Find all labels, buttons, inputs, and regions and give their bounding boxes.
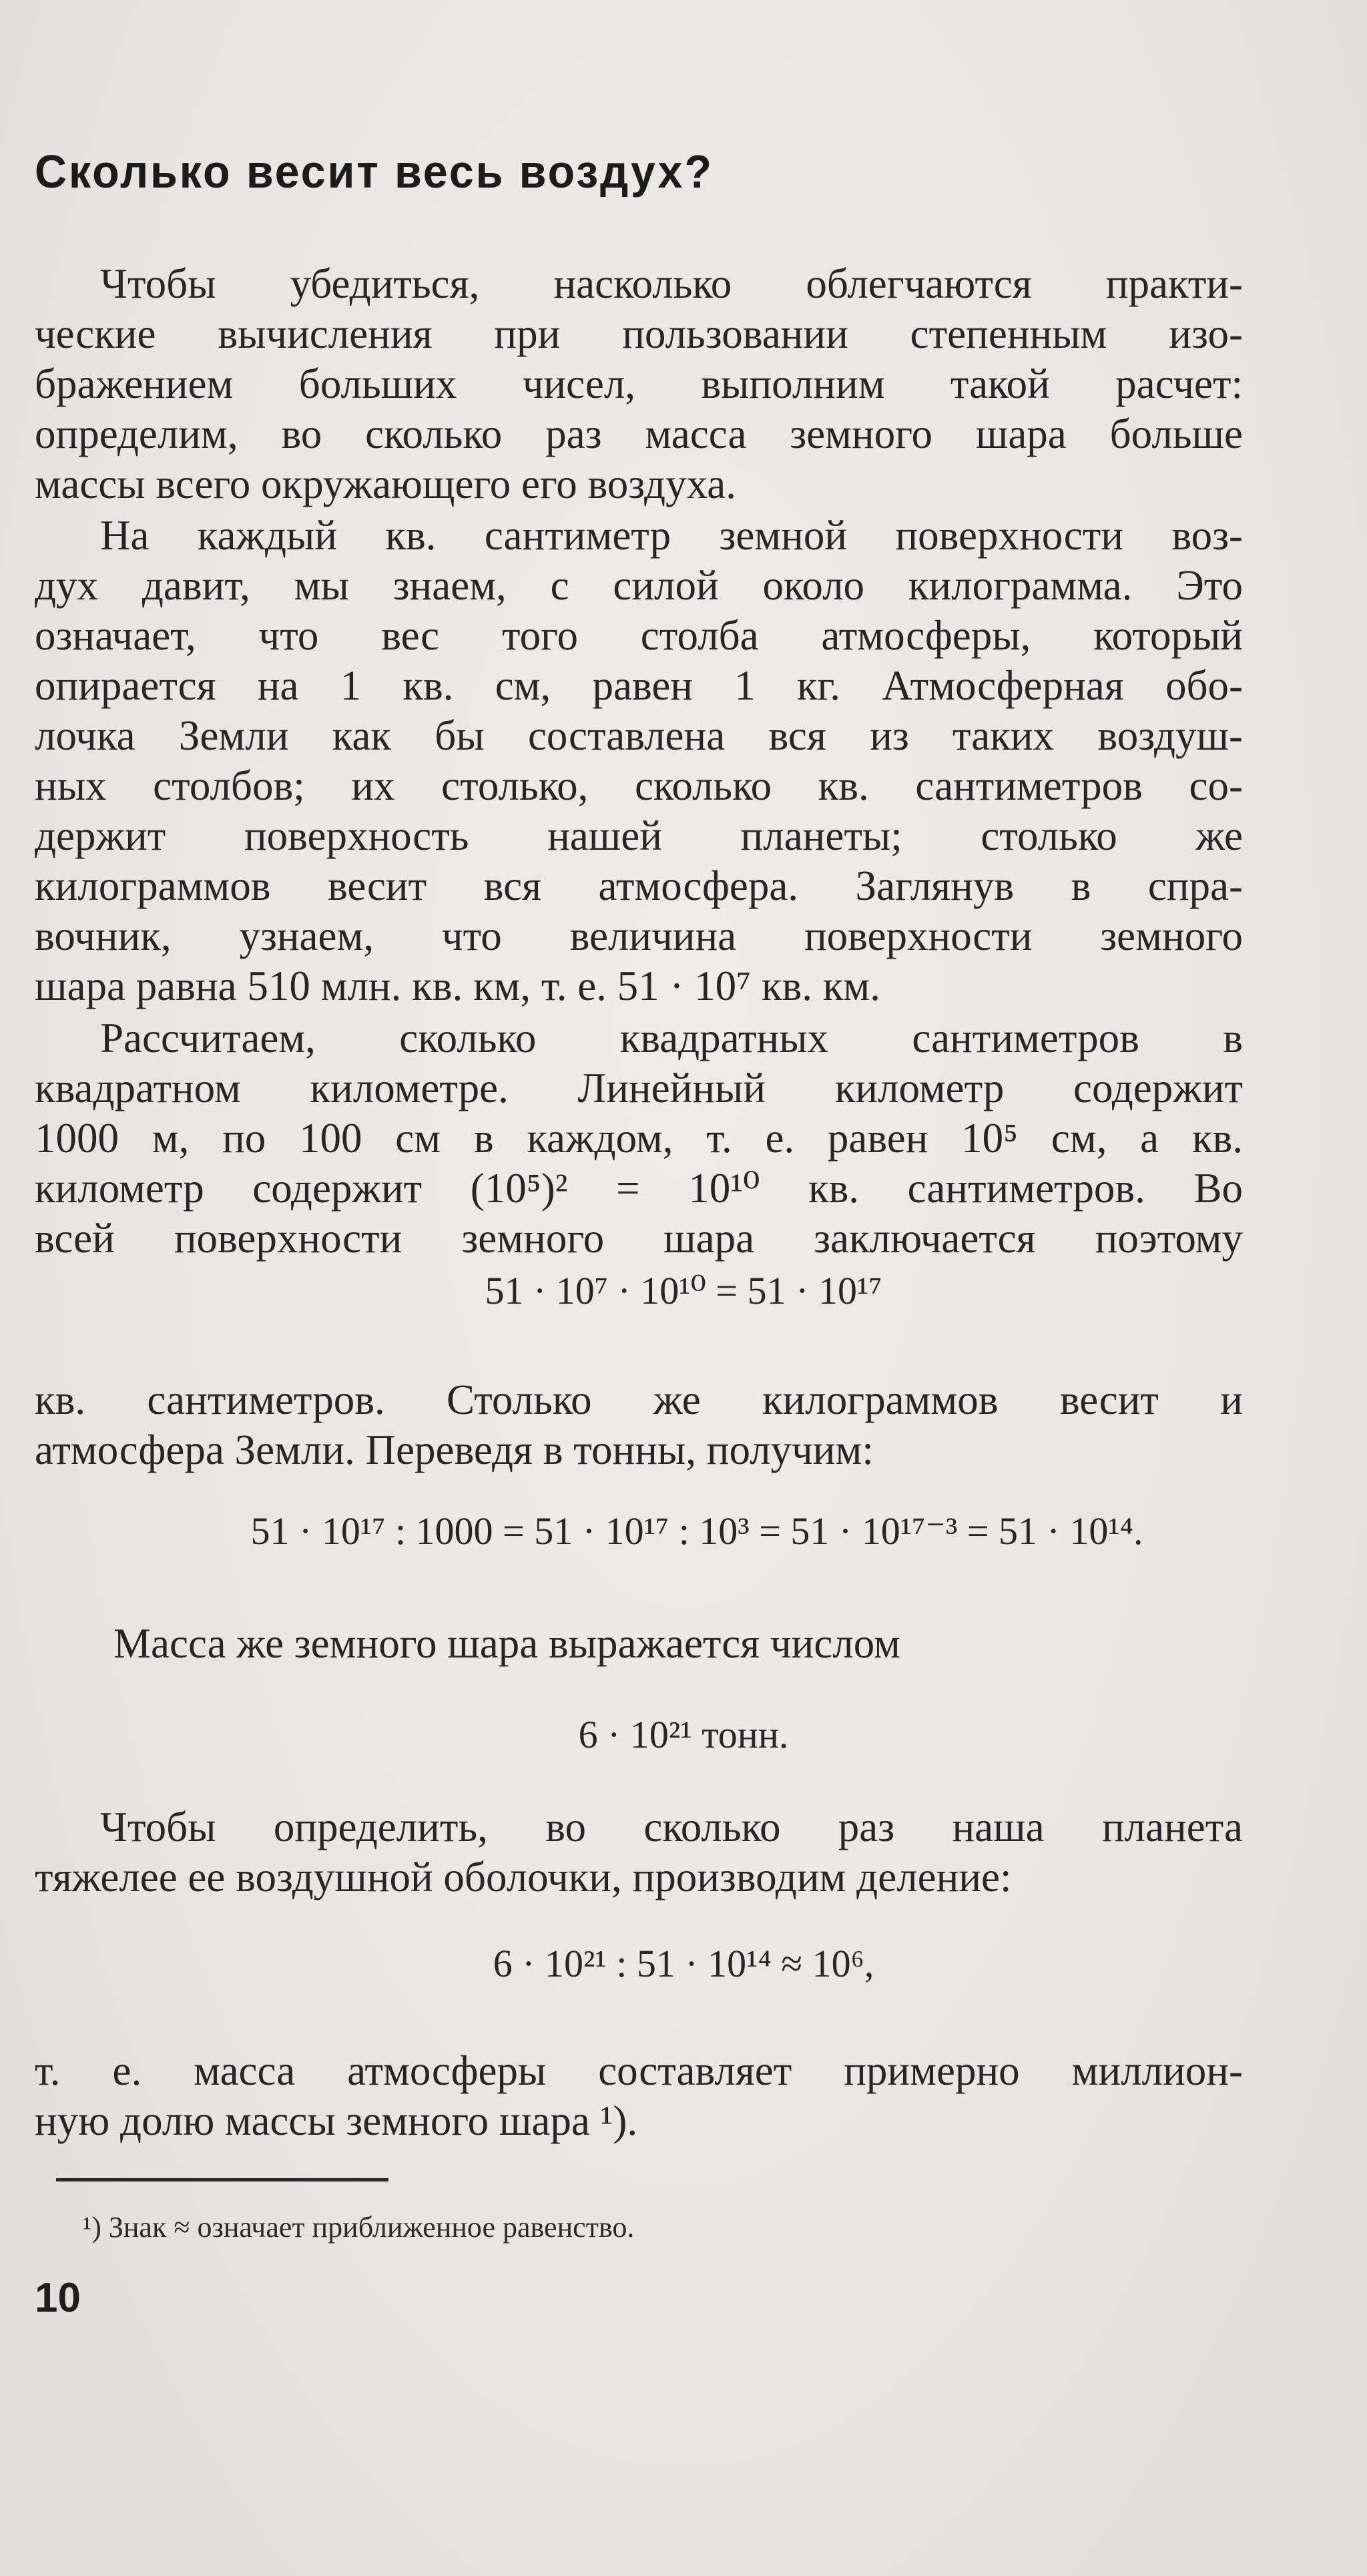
text-line: вочник, узнаем, что величина поверхности земного [35, 913, 1243, 959]
text-line: Масса же земного шара выражается числом [113, 1620, 900, 1667]
text-line: На каждый кв. сантиметр земной поверхности воз- [100, 512, 1243, 559]
text-line: ческие вычисления при пользовании степенным изо- [35, 310, 1243, 357]
text-line: означает, что вес того столба атмосферы, который [35, 612, 1243, 659]
text-line: дух давит, мы знаем, с силой около килограмма. Это [35, 562, 1243, 609]
text-line: т. е. масса атмосферы составляет примерно миллион- [35, 2047, 1243, 2094]
text-line: Чтобы убедиться, насколько облегчаются практи- [100, 260, 1243, 307]
text-line: Рассчитаем, сколько квадратных сантиметров в [100, 1015, 1243, 1061]
text-line: шара равна 510 млн. кв. км, т. е. 51 · 10⁷ кв. км. [35, 963, 880, 1009]
page-number: 10 [35, 2275, 81, 2321]
section-heading: Сколько весит весь воздух? [35, 146, 714, 198]
paragraph-6 [35, 1802, 1243, 1902]
text-line: массы всего окружающего его воздуха. [35, 461, 736, 507]
text-line: килограммов весит вся атмосфера. Заглянув в спра- [35, 862, 1243, 909]
text-line: кв. сантиметров. Столько же килограммов весит и [35, 1376, 1243, 1423]
paragraph-5 [113, 1619, 900, 1669]
text-line: квадратном километре. Линейный километр содержит [35, 1065, 1243, 1111]
text-line: 1000 м, по 100 см в каждом, т. е. равен 10⁵ см, а кв. [35, 1115, 1243, 1162]
paragraph-3 [35, 1013, 1243, 1264]
footnote: ¹) Знак ≈ означает приближенное равенство. [83, 2211, 635, 2244]
text-line: лочка Земли как бы составлена вся из таких воздуш- [35, 712, 1243, 759]
paragraph-4 [35, 1375, 1243, 1475]
text-line: ную долю массы земного шара ¹). [35, 2097, 638, 2144]
footnote-divider [56, 2178, 388, 2181]
text-line: держит поверхность нашей планеты; столько же [35, 812, 1243, 859]
formula-tonnes: 51 · 10¹⁷ : 1000 = 51 · 10¹⁷ : 10³ = 51 · 10¹⁷⁻³ = 51 · 10¹⁴. [250, 1509, 1143, 1553]
paragraph-1 [35, 259, 1243, 509]
text-line: ных столбов; их столько, сколько кв. сантиметров со- [35, 762, 1243, 809]
text-line: опирается на 1 кв. см, равен 1 кг. Атмосферная обо- [35, 662, 1243, 709]
text-line: определим, во сколько раз масса земного шара больше [35, 411, 1243, 457]
text-line: атмосфера Земли. Переведя в тонны, получим: [35, 1427, 874, 1473]
formula-ratio: 6 · 10²¹ : 51 · 10¹⁴ ≈ 10⁶, [493, 1942, 874, 1985]
text-line: всей поверхности земного шара заключается поэтому [35, 1215, 1243, 1262]
paragraph-7 [35, 2046, 1243, 2146]
formula-surface-area: 51 · 10⁷ · 10¹⁰ = 51 · 10¹⁷ [485, 1269, 882, 1312]
text-line: Чтобы определить, во сколько раз наша планета [100, 1804, 1243, 1850]
formula-earth-mass: 6 · 10²¹ тонн. [578, 1713, 789, 1756]
text-line: километр содержит (10⁵)² = 10¹⁰ кв. сантиметров. Во [35, 1165, 1243, 1212]
text-line: тяжелее ее воздушной оболочки, производим деление: [35, 1854, 1012, 1900]
text-line: бражением больших чисел, выполним такой расчет: [35, 360, 1243, 407]
paragraph-2 [35, 511, 1243, 1011]
